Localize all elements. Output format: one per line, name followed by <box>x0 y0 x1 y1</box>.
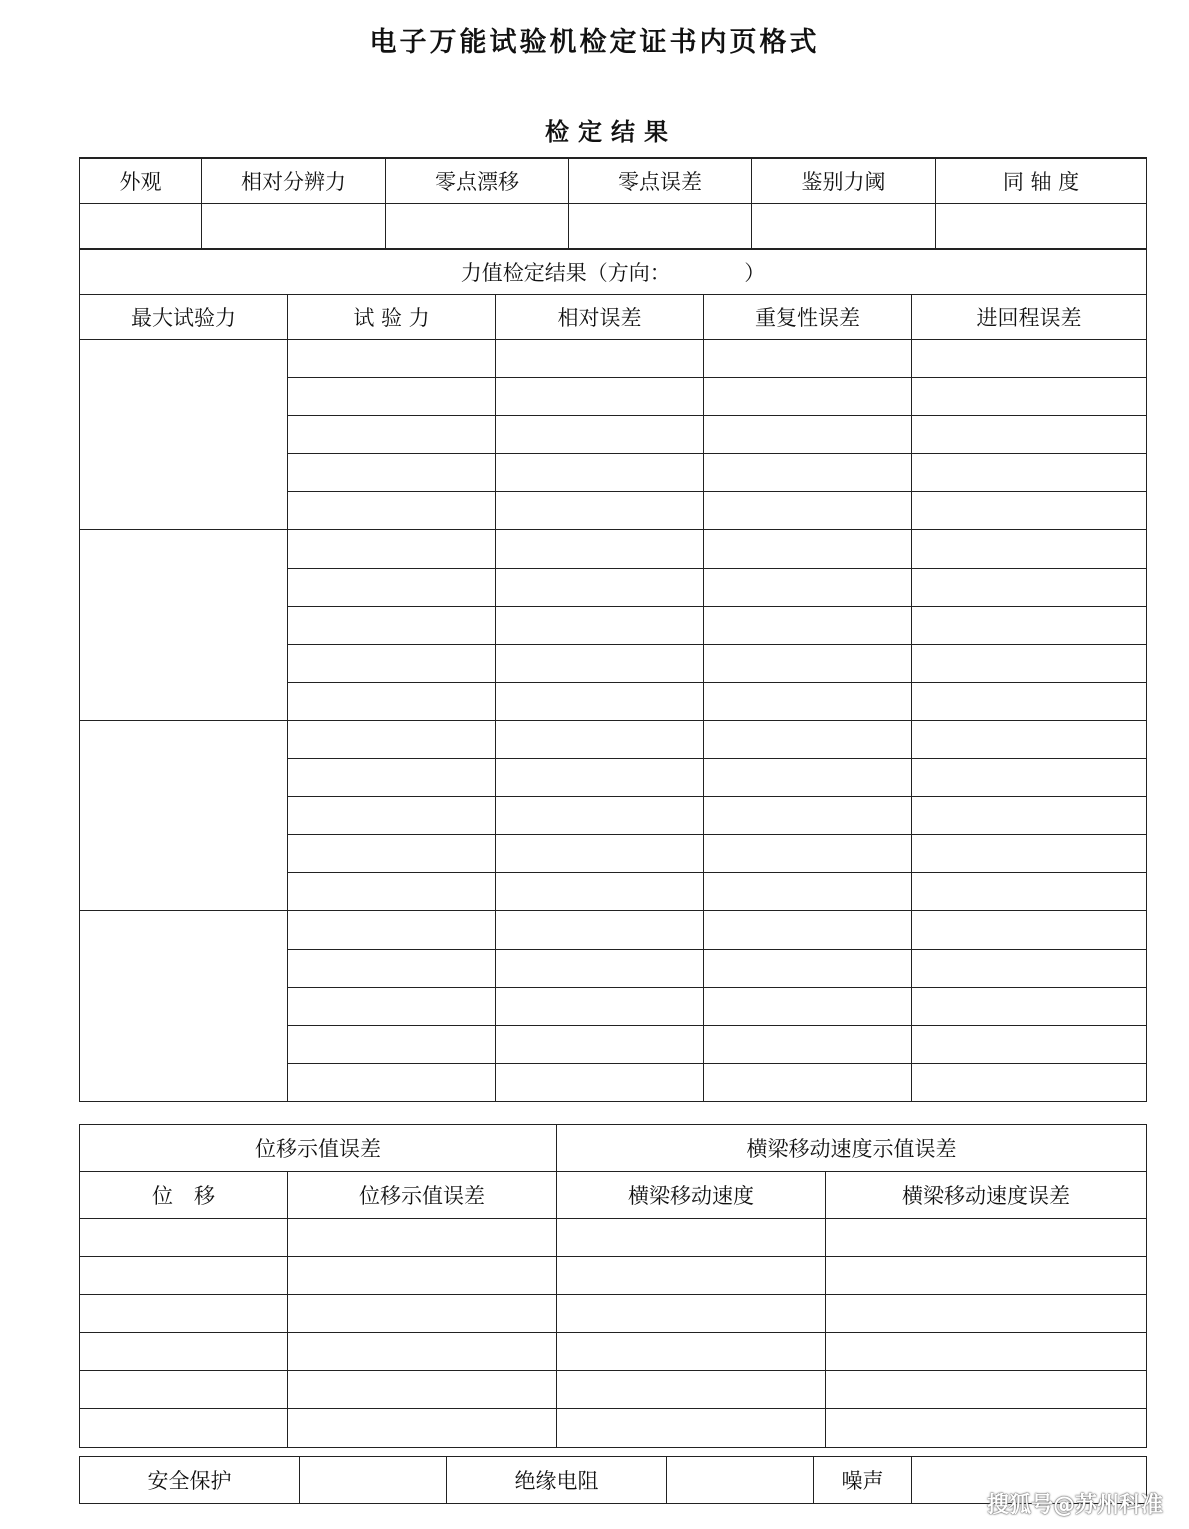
value-cell[interactable] <box>826 1257 1147 1295</box>
force-row <box>80 720 1147 758</box>
document-title: 电子万能试验机检定证书内页格式 <box>369 27 820 58</box>
value-cell[interactable] <box>704 949 912 987</box>
header-zero-drift: 零点漂移 <box>386 158 569 204</box>
value-cell[interactable] <box>288 530 496 568</box>
value-cell[interactable] <box>288 949 496 987</box>
value-cell[interactable] <box>288 911 496 949</box>
value-cell[interactable] <box>912 606 1147 644</box>
value-cell[interactable] <box>496 682 704 720</box>
value-cell[interactable] <box>912 416 1147 454</box>
header-displacement-error: 位移示值误差 <box>288 1172 557 1219</box>
value-cell[interactable] <box>704 1025 912 1063</box>
value-cell[interactable] <box>912 1063 1147 1101</box>
value-cell[interactable] <box>704 568 912 606</box>
value-cell[interactable] <box>704 987 912 1025</box>
label-safety-protection: 安全保护 <box>80 1457 300 1504</box>
header-max-test-force: 最大试验力 <box>80 295 288 340</box>
value-cell[interactable] <box>288 1219 557 1257</box>
force-section-header: 力值检定结果（方向： ） <box>80 250 1147 295</box>
max-test-force-cell[interactable] <box>80 340 288 530</box>
value-cell[interactable] <box>496 873 704 911</box>
value-cell[interactable] <box>288 720 496 758</box>
max-test-force-cell[interactable] <box>80 911 288 1101</box>
value-cell[interactable] <box>912 720 1147 758</box>
force-results-table <box>79 249 1147 1102</box>
value-cell[interactable] <box>496 492 704 530</box>
value-cell[interactable] <box>496 911 704 949</box>
value-cell[interactable] <box>704 835 912 873</box>
value-cell[interactable] <box>557 1333 826 1371</box>
value-cell[interactable] <box>80 1409 288 1447</box>
value-cell[interactable] <box>288 1333 557 1371</box>
value-cell[interactable] <box>288 416 496 454</box>
value-cell[interactable] <box>912 644 1147 682</box>
value-cell[interactable] <box>704 454 912 492</box>
value-cell[interactable] <box>496 606 704 644</box>
value-cell[interactable] <box>826 1219 1147 1257</box>
displacement-row <box>80 1371 1147 1409</box>
value-cell[interactable] <box>80 1295 288 1333</box>
value-cell[interactable] <box>496 949 704 987</box>
value-cell[interactable] <box>557 1257 826 1295</box>
value-cell[interactable] <box>704 530 912 568</box>
value-cell[interactable] <box>288 1409 557 1447</box>
value-cell[interactable] <box>704 378 912 416</box>
displacement-row <box>80 1295 1147 1333</box>
value-cell[interactable] <box>386 204 569 249</box>
value-cell[interactable] <box>496 378 704 416</box>
displacement-speed-table <box>79 1124 1147 1448</box>
value-cell[interactable] <box>704 644 912 682</box>
header-coaxiality: 同 轴 度 <box>936 158 1147 204</box>
value-cell[interactable] <box>557 1219 826 1257</box>
header-appearance: 外观 <box>80 158 202 204</box>
value-cell[interactable] <box>557 1409 826 1447</box>
crosshead-speed-error-header: 横梁移动速度示值误差 <box>557 1125 1147 1172</box>
value-cell[interactable] <box>496 568 704 606</box>
label-insulation-resistance: 绝缘电阻 <box>447 1457 667 1504</box>
header-relative-resolution: 相对分辨力 <box>202 158 386 204</box>
value-cell[interactable] <box>826 1333 1147 1371</box>
value-cell[interactable] <box>202 204 386 249</box>
value-cell[interactable] <box>288 1257 557 1295</box>
force-row <box>80 911 1147 949</box>
value-cell[interactable] <box>288 835 496 873</box>
value-cell[interactable] <box>288 873 496 911</box>
value-cell[interactable] <box>288 1371 557 1409</box>
value-cell[interactable] <box>912 873 1147 911</box>
value-cell[interactable] <box>704 606 912 644</box>
value-cell[interactable] <box>496 987 704 1025</box>
value-cell[interactable] <box>288 682 496 720</box>
value-cell[interactable] <box>80 1371 288 1409</box>
header-repeatability-error: 重复性误差 <box>704 295 912 340</box>
label-noise: 噪声 <box>814 1457 912 1504</box>
value-cell[interactable] <box>496 340 704 378</box>
header-discrimination-threshold: 鉴别力阈 <box>752 158 936 204</box>
value-cell[interactable] <box>288 644 496 682</box>
value-cell[interactable] <box>752 204 936 249</box>
max-test-force-cell[interactable] <box>80 720 288 910</box>
value-cell[interactable] <box>912 568 1147 606</box>
value-cell[interactable] <box>496 416 704 454</box>
displacement-error-header: 位移示值误差 <box>80 1125 557 1172</box>
value-cell[interactable] <box>704 682 912 720</box>
value-cell[interactable] <box>288 1063 496 1101</box>
value-cell[interactable] <box>912 530 1147 568</box>
value-cell[interactable] <box>496 1025 704 1063</box>
header-crosshead-speed-error: 横梁移动速度误差 <box>826 1172 1147 1219</box>
value-cell[interactable] <box>704 797 912 835</box>
value-cell[interactable] <box>912 454 1147 492</box>
value-cell[interactable] <box>496 720 704 758</box>
displacement-row <box>80 1409 1147 1447</box>
value-cell[interactable] <box>667 1457 814 1504</box>
value-cell[interactable] <box>496 1063 704 1101</box>
displacement-row <box>80 1257 1147 1295</box>
value-cell[interactable] <box>80 1333 288 1371</box>
max-test-force-cell[interactable] <box>80 530 288 720</box>
value-cell[interactable] <box>704 340 912 378</box>
value-cell[interactable] <box>912 378 1147 416</box>
value-cell[interactable] <box>912 340 1147 378</box>
value-cell[interactable] <box>912 911 1147 949</box>
value-cell[interactable] <box>80 1257 288 1295</box>
value-cell[interactable] <box>496 644 704 682</box>
value-cell[interactable] <box>704 416 912 454</box>
value-cell[interactable] <box>912 797 1147 835</box>
value-cell[interactable] <box>288 759 496 797</box>
value-cell[interactable] <box>300 1457 447 1504</box>
section-title: 检定结果 <box>545 118 677 146</box>
value-cell[interactable] <box>912 492 1147 530</box>
value-cell[interactable] <box>288 568 496 606</box>
value-cell[interactable] <box>704 873 912 911</box>
value-cell[interactable] <box>288 1295 557 1333</box>
value-cell[interactable] <box>288 454 496 492</box>
value-cell[interactable] <box>557 1295 826 1333</box>
value-cell[interactable] <box>80 204 202 249</box>
value-cell[interactable] <box>704 911 912 949</box>
value-cell[interactable] <box>826 1371 1147 1409</box>
header-displacement: 位 移 <box>80 1172 288 1219</box>
value-cell[interactable] <box>826 1295 1147 1333</box>
value-cell[interactable] <box>912 759 1147 797</box>
header-crosshead-speed: 横梁移动速度 <box>557 1172 826 1219</box>
value-cell[interactable] <box>936 204 1147 249</box>
force-row <box>80 530 1147 568</box>
value-cell[interactable] <box>912 835 1147 873</box>
value-cell[interactable] <box>288 987 496 1025</box>
value-cell[interactable] <box>704 492 912 530</box>
value-cell[interactable] <box>557 1371 826 1409</box>
value-cell[interactable] <box>288 340 496 378</box>
value-cell[interactable] <box>288 606 496 644</box>
header-relative-error: 相对误差 <box>496 295 704 340</box>
value-cell[interactable] <box>704 759 912 797</box>
value-cell[interactable] <box>496 454 704 492</box>
value-cell[interactable] <box>912 987 1147 1025</box>
value-cell[interactable] <box>288 492 496 530</box>
value-cell[interactable] <box>80 1219 288 1257</box>
watermark: 搜狐号@苏州科准 <box>986 1493 1163 1518</box>
value-cell[interactable] <box>826 1409 1147 1447</box>
value-cell[interactable] <box>912 1025 1147 1063</box>
displacement-row <box>80 1333 1147 1371</box>
value-cell[interactable] <box>496 797 704 835</box>
value-cell[interactable] <box>288 1025 496 1063</box>
header-zero-error: 零点误差 <box>569 158 752 204</box>
displacement-row <box>80 1219 1147 1257</box>
value-cell[interactable] <box>704 1063 912 1101</box>
value-cell[interactable] <box>496 835 704 873</box>
inspection-items-table <box>79 157 1147 249</box>
force-row <box>80 340 1147 378</box>
header-test-force: 试 验 力 <box>288 295 496 340</box>
header-reversibility-error: 进回程误差 <box>912 295 1147 340</box>
value-cell[interactable] <box>288 378 496 416</box>
value-cell[interactable] <box>496 530 704 568</box>
value-cell[interactable] <box>496 759 704 797</box>
value-cell[interactable] <box>704 720 912 758</box>
value-cell[interactable] <box>912 682 1147 720</box>
value-cell[interactable] <box>288 797 496 835</box>
value-cell[interactable] <box>569 204 752 249</box>
value-cell[interactable] <box>912 949 1147 987</box>
